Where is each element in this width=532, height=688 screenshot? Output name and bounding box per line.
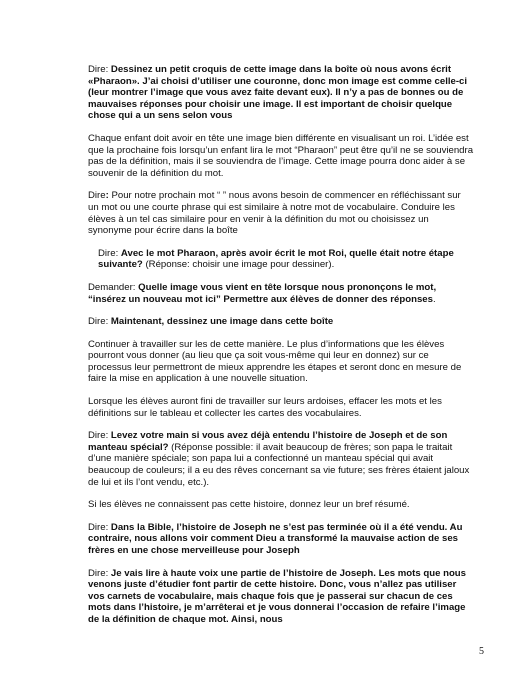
bold-text-run: Levez votre main si vous avez déjà entendu l’histoire de Joseph et de son manteau spécial? bbox=[88, 430, 448, 453]
text-run: Demander: bbox=[88, 281, 139, 293]
paragraph bbox=[88, 190, 474, 236]
paragraph bbox=[88, 396, 474, 419]
paragraph bbox=[88, 568, 474, 626]
text-run: Continuer à travailler sur les de cette manière. Le plus d’informations que les élèves pourront vous donner (au lieu que ça soit vous-même qui leur en donnez) sur ce processus leur permettront de mieux apprendre les étapes et seront donc en mesure de faire la mise en application à une nouvelle situation. bbox=[88, 338, 462, 385]
paragraph bbox=[88, 248, 474, 271]
text-run: Si les élèves ne connaissent pas cette histoire, donnez leur un bref résumé. bbox=[88, 499, 410, 511]
paragraph bbox=[88, 64, 474, 122]
bold-text-run: Maintenant, dessinez une image dans cette boîte bbox=[110, 316, 334, 328]
text-run: Dire: bbox=[98, 247, 121, 259]
text-run: Dire: bbox=[88, 316, 111, 328]
text-run: Chaque enfant doit avoir en tête une image bien différente en visualisant un roi. L’idée est que la prochaine fois lorsqu’un enfant lira le mot “Pharaon” peut être qu’il ne se souviendra pas de la définition, mais il se souviendra de l’image. Cette image pourra donc aider à se souvenir de la définition du mot. bbox=[88, 132, 474, 179]
bold-text-run: Je vais lire à haute voix une partie de l’histoire de Joseph. Les mots que nous venons juste d’étudier font partir de cette histoire. Donc, vous n’allez pas utiliser vos carnets de vocabulaire, mais chaque fois que je passerai sur chacun de ces mots dans l’histoire, je m’arrêterai et je vous donnerai l’occasion de refaire l’image de la définition de chaque mot. Ainsi, nous bbox=[88, 567, 466, 625]
bold-text-run: Dessinez un petit croquis de cette image dans la boîte où nous avons écrit «Pharaon». J’ai choisi d’utiliser une couronne, donc mon image est comme celle-ci (leur montrer l’image que vous avez faite devant eux). Il n’y a pas de bonnes ou de mauvaises réponses pour choisir une image. Il est important de choisir quelque chose qui a un sens selon vous bbox=[88, 64, 468, 122]
bold-text-run: : bbox=[105, 190, 112, 202]
bold-text-run: Quelle image vous vient en tête lorsque nous prononçons le mot, “insérez un nouveau mot ici” Permettre aux élèves de donner des réponses bbox=[88, 281, 437, 305]
text-run: Pour notre prochain mot “ ” nous avons besoin de commencer en réfléchissant sur un mot ou une courte phrase qui est similaire à notre mot de vocabulaire. Conduire les élèves à un tel cas similaire pour en venir à la définition du mot ou choisissez un synonyme pour écrire dans la boîte bbox=[88, 190, 461, 237]
paragraph bbox=[88, 430, 474, 488]
paragraph bbox=[88, 282, 474, 305]
text-run: Dire: bbox=[88, 521, 111, 533]
bold-text-run: Avec le mot Pharaon, après avoir écrit le mot Roi, quelle était notre étape suivante? bbox=[98, 247, 454, 271]
paragraph bbox=[88, 316, 474, 328]
text-run: Dire: bbox=[88, 430, 111, 442]
text-run: (Réponse: choisir une image pour dessiner). bbox=[142, 259, 335, 271]
text-run: Dire bbox=[88, 190, 106, 202]
text-run: . bbox=[432, 293, 436, 305]
text-run: (Réponse possible: il avait beaucoup de frères; son papa le traitait d’une manière spéciale; son papa lui a confectionné un manteau spécial qui avait beaucoup de couleurs; il a eu des rêves concernant sa vie future; ses frères étaient jaloux de lui et ils l’ont vendu, etc.). bbox=[88, 441, 470, 488]
paragraph bbox=[88, 522, 474, 557]
paragraph bbox=[88, 339, 474, 385]
text-run: Dire: bbox=[88, 567, 111, 579]
text-run: Lorsque les élèves auront fini de travailler sur leurs ardoises, effacer les mots et les définitions sur le tableau et collecter les cartes des vocabulaires. bbox=[88, 396, 442, 419]
paragraph bbox=[88, 133, 474, 179]
paragraph bbox=[88, 499, 474, 511]
text-run: Dire: bbox=[88, 64, 111, 75]
page-number: 5 bbox=[479, 646, 484, 657]
bold-text-run: Dans la Bible, l’histoire de Joseph ne s’est pas terminée où il a été vendu. Au contraire, nous allons voir comment Dieu a transformé la mauvaise action de ses frères en une chose merveilleuse pour Joseph bbox=[88, 521, 463, 556]
body-text bbox=[88, 64, 474, 626]
